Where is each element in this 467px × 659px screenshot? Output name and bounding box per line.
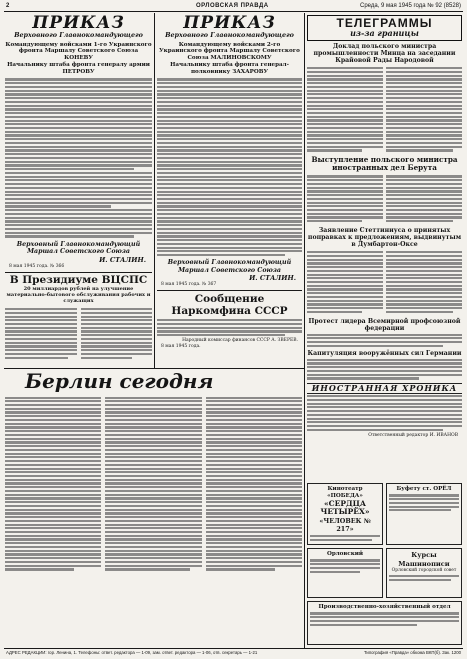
course-sub: Орловский городской совет	[391, 568, 457, 573]
berlin-title: Берлин сегодня	[25, 370, 214, 393]
article-stettinius-body	[307, 250, 462, 315]
ads-row-2	[307, 548, 462, 598]
production-title: Производственно-хозяйственный отдел	[318, 604, 451, 610]
headline-capitulation: Капитуляция вооружённых сил Германии	[307, 349, 462, 357]
order-addressee-2: Начальнику штаба фронта генерал-полковнику ЗАХАРОВУ	[170, 62, 289, 75]
masthead	[6, 2, 461, 11]
ad-production	[307, 601, 462, 645]
article-protest-body	[307, 334, 462, 347]
orlovsky-title: Орловский	[326, 551, 364, 557]
footer-printer: Типография «Правда» обкома ВКП(б). Зак. 1200	[363, 650, 461, 655]
headline-berut: Выступление польского министра иностранных дел Берута	[311, 155, 458, 173]
cinema-film: «СЕРДЦА ЧЕТЫРЁХ»	[320, 498, 370, 517]
order-addressee: Командующему войсками 1-го Украинского фронта Маршалу Советского Союза КОНЕВУ	[5, 41, 152, 61]
order-body	[157, 78, 302, 256]
column-divider	[154, 13, 155, 368]
headline-protest: Протест лидера Всемирной профсоюзной федерации	[308, 317, 461, 332]
order-body	[5, 78, 152, 237]
order-date: 8 мая 1945 года. № 366	[9, 263, 65, 269]
ad-buffet	[386, 483, 462, 545]
order-subtitle: Верховного Главнокомандующего	[165, 31, 294, 39]
divider	[157, 290, 302, 291]
article-capitulation-body	[307, 359, 462, 380]
ad-courses	[386, 548, 462, 598]
buffet-title: Буфету ст. ОРЁЛ	[396, 486, 452, 492]
cinema-title: Кинотеатр «ПОБЕДА»	[327, 486, 363, 499]
order-date: 8 мая 1945 года. № 367	[161, 282, 217, 288]
masthead-rule	[4, 11, 463, 12]
chronicle-body	[307, 395, 462, 431]
headline-stettinius: Заявление Стеттиниуса о принятых поправках к предложениям, выдвинутым в Думбартон-Оксе	[307, 226, 462, 249]
signature-name: И. СТАЛИН.	[99, 255, 146, 264]
signature-name: И. СТАЛИН.	[249, 274, 296, 283]
order-addressee-2: Начальнику штаба фронта генералу армии ПЕТРОВУ	[7, 62, 150, 75]
soobshchenie-title: Сообщение Наркомфина СССР	[171, 293, 288, 318]
course-title: Курсы Машинописи	[398, 551, 450, 568]
signature-title: Верховный Главнокомандующий	[167, 259, 292, 267]
divider	[4, 368, 304, 369]
presidium-subtitle: 20 миллиардов рублей на улучшение материально-бытового обслуживания рабочих и служащих	[6, 286, 151, 305]
signature-rank: Маршал Советского Союза	[27, 248, 130, 256]
order-addressee: Командующему войсками 2-го Украинского фронта Маршалу Советского Союза МАЛИНОВСКОМУ	[159, 41, 300, 61]
cinema-film-2: «ЧЕЛОВЕК № 217»	[319, 516, 371, 534]
telegram-header	[307, 15, 462, 41]
presidium-body	[5, 306, 152, 360]
order-title: ПРИКАЗ	[183, 13, 276, 33]
chronicle-header: ИНОСТРАННАЯ ХРОНИКА	[307, 383, 462, 394]
page-number: 2	[6, 3, 10, 9]
column-1	[5, 13, 152, 368]
ads-row-1	[307, 483, 462, 545]
telegram-subtitle: из-за границы	[350, 28, 419, 38]
footer-address: АДРЕС РЕДАКЦИИ: гор. Ленина, 1. Телефоны: ответ. редактора — 1-09, зам. ответ. редактора — 1-06, отв. секретарь — 1-21	[6, 650, 258, 655]
ad-cinema	[307, 483, 383, 545]
ads-block	[307, 483, 462, 649]
editor-line: Ответственный редактор И. ИВАНОВ	[368, 432, 458, 438]
berlin-body	[5, 395, 302, 572]
issue-date: Среда, 9 мая 1945 года № 92 (8528)	[360, 3, 461, 9]
soobshchenie-body	[157, 319, 302, 336]
divider	[5, 272, 152, 273]
order-title: ПРИКАЗ	[32, 13, 125, 33]
berlin-article	[5, 370, 302, 648]
soobshchenie-date: 8 мая 1945 года.	[161, 343, 201, 349]
article-mints-body	[307, 66, 462, 153]
column-2	[157, 13, 302, 368]
column-divider	[304, 13, 305, 649]
signature-title: Верховный Главнокомандующий	[16, 240, 141, 248]
signature-rank: Маршал Советского Союза	[178, 266, 281, 274]
headline-mints: Доклад польского министра промышленности Минца на заседании Крайовой Рады Народовой	[313, 43, 456, 65]
footer-rule	[4, 648, 463, 649]
presidium-title: В Президиуме ВЦСПС	[9, 274, 148, 287]
newspaper-name: ОРЛОВСКАЯ ПРАВДА	[196, 3, 269, 9]
telegram-title: ТЕЛЕГРАММЫ	[336, 16, 433, 30]
ad-orlovsky	[307, 548, 383, 598]
column-3	[307, 13, 462, 483]
soobshchenie-signer: Народный комиссар финансов СССР А. ЗВЕРЕВ.	[182, 337, 298, 343]
order-subtitle: Верховного Главнокомандующего	[14, 31, 143, 39]
article-berut-body	[307, 174, 462, 224]
